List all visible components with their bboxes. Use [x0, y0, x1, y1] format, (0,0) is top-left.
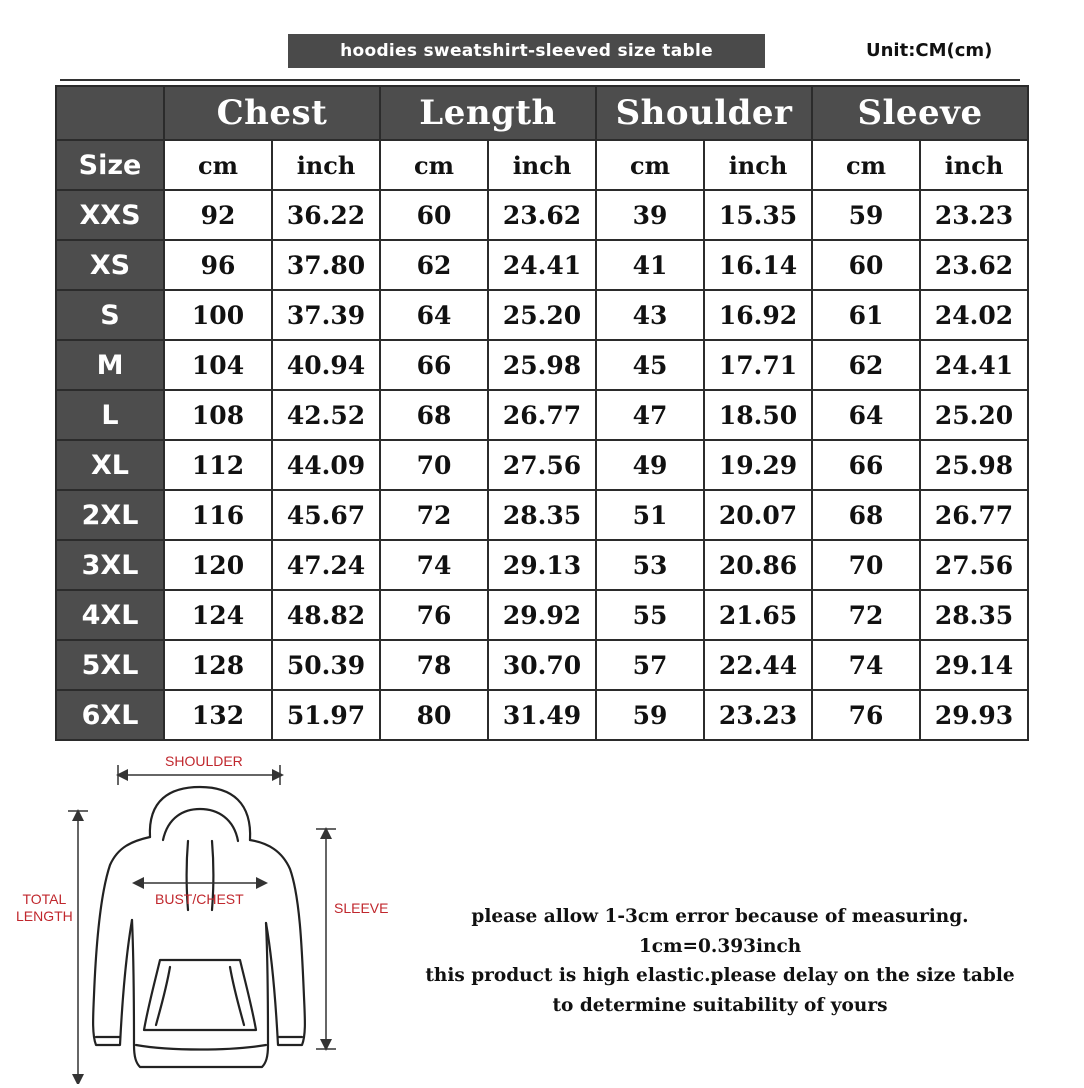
table-row	[56, 590, 1028, 640]
value-cell: 50.39	[272, 640, 380, 690]
unit-header-cell: cm	[812, 140, 920, 190]
value-cell: 62	[380, 240, 488, 290]
value-cell: 16.92	[704, 290, 812, 340]
value-cell: 59	[812, 190, 920, 240]
value-cell: 66	[380, 340, 488, 390]
value-cell: 28.35	[488, 490, 596, 540]
table-row	[56, 290, 1028, 340]
value-cell: 53	[596, 540, 704, 590]
value-cell: 29.14	[920, 640, 1028, 690]
size-table	[55, 85, 1029, 741]
size-header: Size	[56, 140, 164, 190]
size-cell: 4XL	[56, 590, 164, 640]
size-cell: XXS	[56, 190, 164, 240]
value-cell: 29.13	[488, 540, 596, 590]
value-cell: 48.82	[272, 590, 380, 640]
value-cell: 25.20	[920, 390, 1028, 440]
divider-line	[60, 79, 1020, 81]
group-header-length: Length	[380, 86, 596, 140]
group-header-sleeve: Sleeve	[812, 86, 1028, 140]
unit-header-cell: inch	[920, 140, 1028, 190]
corner-cell	[56, 86, 164, 140]
value-cell: 108	[164, 390, 272, 440]
value-cell: 31.49	[488, 690, 596, 740]
value-cell: 18.50	[704, 390, 812, 440]
value-cell: 16.14	[704, 240, 812, 290]
value-cell: 70	[812, 540, 920, 590]
size-cell: M	[56, 340, 164, 390]
unit-header-cell: inch	[488, 140, 596, 190]
bust-chest-label: BUST/CHEST	[155, 891, 244, 907]
value-cell: 74	[812, 640, 920, 690]
group-header-row	[56, 86, 1028, 140]
value-cell: 43	[596, 290, 704, 340]
value-cell: 80	[380, 690, 488, 740]
value-cell: 76	[812, 690, 920, 740]
unit-label: Unit:CM(cm)	[866, 40, 993, 61]
value-cell: 128	[164, 640, 272, 690]
value-cell: 20.86	[704, 540, 812, 590]
chart-title: hoodies sweatshirt-sleeved size table	[288, 34, 765, 68]
size-cell: 3XL	[56, 540, 164, 590]
value-cell: 100	[164, 290, 272, 340]
size-cell: L	[56, 390, 164, 440]
value-cell: 66	[812, 440, 920, 490]
value-cell: 22.44	[704, 640, 812, 690]
value-cell: 112	[164, 440, 272, 490]
group-header-shoulder: Shoulder	[596, 86, 812, 140]
note-line: 1cm=0.393inch	[638, 935, 802, 957]
value-cell: 64	[380, 290, 488, 340]
value-cell: 21.65	[704, 590, 812, 640]
measurement-notes	[400, 902, 1040, 1020]
shoulder-label: SHOULDER	[165, 753, 243, 769]
value-cell: 62	[812, 340, 920, 390]
value-cell: 57	[596, 640, 704, 690]
value-cell: 60	[380, 190, 488, 240]
value-cell: 27.56	[920, 540, 1028, 590]
size-cell: 2XL	[56, 490, 164, 540]
value-cell: 45.67	[272, 490, 380, 540]
value-cell: 68	[380, 390, 488, 440]
value-cell: 78	[380, 640, 488, 690]
value-cell: 72	[380, 490, 488, 540]
value-cell: 47	[596, 390, 704, 440]
value-cell: 55	[596, 590, 704, 640]
table-row	[56, 390, 1028, 440]
value-cell: 120	[164, 540, 272, 590]
value-cell: 36.22	[272, 190, 380, 240]
value-cell: 68	[812, 490, 920, 540]
table-row	[56, 340, 1028, 390]
value-cell: 24.02	[920, 290, 1028, 340]
sleeve-label: SLEEVE	[334, 900, 389, 916]
value-cell: 26.77	[488, 390, 596, 440]
value-cell: 25.98	[920, 440, 1028, 490]
unit-header-cell: cm	[596, 140, 704, 190]
unit-header-cell: cm	[380, 140, 488, 190]
table-row	[56, 490, 1028, 540]
value-cell: 70	[380, 440, 488, 490]
value-cell: 60	[812, 240, 920, 290]
value-cell: 104	[164, 340, 272, 390]
value-cell: 23.23	[704, 690, 812, 740]
value-cell: 45	[596, 340, 704, 390]
value-cell: 47.24	[272, 540, 380, 590]
value-cell: 39	[596, 190, 704, 240]
table-row	[56, 240, 1028, 290]
value-cell: 20.07	[704, 490, 812, 540]
note-line: please allow 1-3cm error because of measuring.	[471, 906, 969, 927]
size-cell: 6XL	[56, 690, 164, 740]
value-cell: 23.62	[488, 190, 596, 240]
value-cell: 51.97	[272, 690, 380, 740]
value-cell: 37.39	[272, 290, 380, 340]
value-cell: 23.62	[920, 240, 1028, 290]
value-cell: 28.35	[920, 590, 1028, 640]
value-cell: 116	[164, 490, 272, 540]
value-cell: 26.77	[920, 490, 1028, 540]
total-length-label-line: LENGTH	[16, 908, 73, 924]
note-line: to determine suitability of yours	[552, 994, 888, 1016]
value-cell: 17.71	[704, 340, 812, 390]
table-row	[56, 640, 1028, 690]
value-cell: 30.70	[488, 640, 596, 690]
value-cell: 49	[596, 440, 704, 490]
note-line: this product is high elastic.please delay on the size table	[425, 965, 1015, 986]
value-cell: 76	[380, 590, 488, 640]
value-cell: 44.09	[272, 440, 380, 490]
unit-header-cell: cm	[164, 140, 272, 190]
value-cell: 37.80	[272, 240, 380, 290]
size-cell: 5XL	[56, 640, 164, 690]
unit-header-cell: inch	[704, 140, 812, 190]
value-cell: 27.56	[488, 440, 596, 490]
size-cell: XS	[56, 240, 164, 290]
value-cell: 25.20	[488, 290, 596, 340]
value-cell: 40.94	[272, 340, 380, 390]
size-cell: XL	[56, 440, 164, 490]
value-cell: 29.93	[920, 690, 1028, 740]
value-cell: 25.98	[488, 340, 596, 390]
value-cell: 74	[380, 540, 488, 590]
value-cell: 51	[596, 490, 704, 540]
group-header-chest: Chest	[164, 86, 380, 140]
value-cell: 15.35	[704, 190, 812, 240]
value-cell: 72	[812, 590, 920, 640]
value-cell: 23.23	[920, 190, 1028, 240]
value-cell: 61	[812, 290, 920, 340]
table-row	[56, 190, 1028, 240]
hoodie-diagram	[0, 745, 400, 1084]
value-cell: 92	[164, 190, 272, 240]
total-length-label-line: TOTAL	[22, 891, 67, 907]
unit-header-cell: inch	[272, 140, 380, 190]
total-length-label	[16, 891, 73, 925]
value-cell: 59	[596, 690, 704, 740]
value-cell: 132	[164, 690, 272, 740]
value-cell: 29.92	[488, 590, 596, 640]
value-cell: 24.41	[488, 240, 596, 290]
value-cell: 124	[164, 590, 272, 640]
table-row	[56, 540, 1028, 590]
value-cell: 64	[812, 390, 920, 440]
value-cell: 96	[164, 240, 272, 290]
value-cell: 19.29	[704, 440, 812, 490]
value-cell: 41	[596, 240, 704, 290]
unit-header-row	[56, 140, 1028, 190]
table-row	[56, 690, 1028, 740]
table-row	[56, 440, 1028, 490]
size-cell: S	[56, 290, 164, 340]
value-cell: 24.41	[920, 340, 1028, 390]
value-cell: 42.52	[272, 390, 380, 440]
